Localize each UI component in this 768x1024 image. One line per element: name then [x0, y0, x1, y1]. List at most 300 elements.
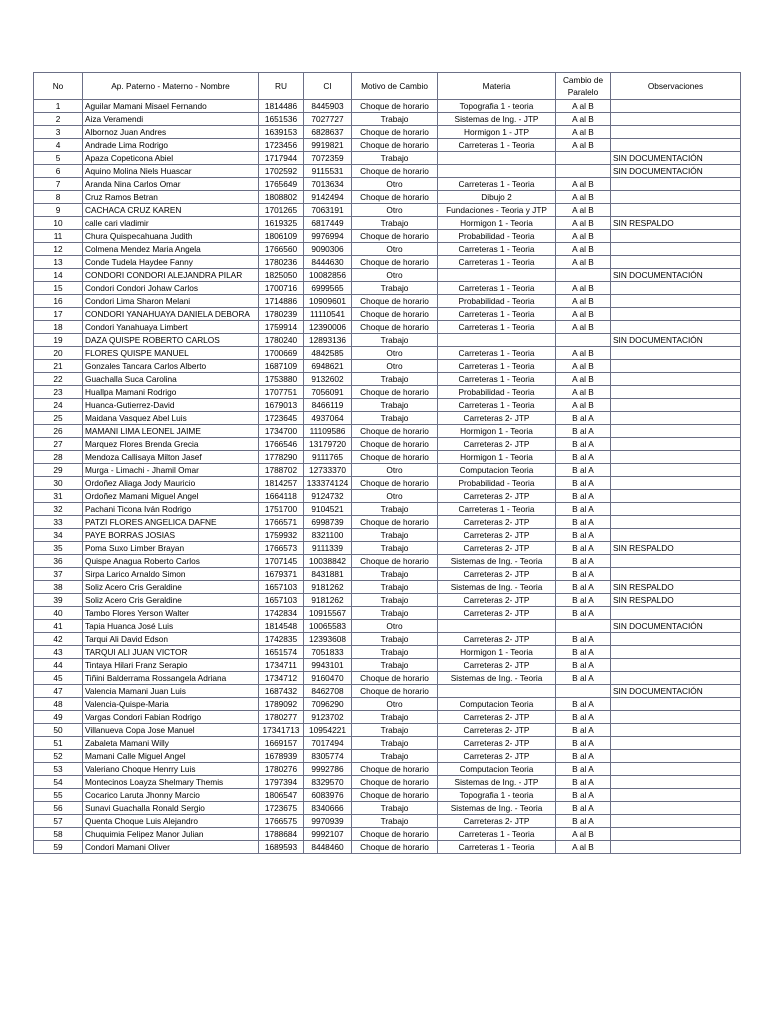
- change-reason-cell: Choque de horario: [352, 386, 438, 399]
- table-row: [34, 542, 741, 555]
- student-name-cell: Huallpa Mamani Rodrigo: [83, 386, 259, 399]
- table-row: [34, 230, 741, 243]
- subject-cell: Carreteras 1 - Teoria: [438, 360, 556, 373]
- student-name-cell: Chura Quispecahuana Judith: [83, 230, 259, 243]
- row-number-cell: 29: [34, 464, 83, 477]
- row-number-cell: 11: [34, 230, 83, 243]
- ci-number-cell: 9919821: [304, 139, 352, 152]
- table-row: [34, 360, 741, 373]
- subject-cell: Sistemas de Ing. - Teoria: [438, 802, 556, 815]
- observation-cell: [611, 204, 741, 217]
- observation-cell: [611, 295, 741, 308]
- ru-number-cell: 1753880: [259, 373, 304, 386]
- row-number-cell: 22: [34, 373, 83, 386]
- parallel-change-cell: B al A: [556, 425, 611, 438]
- ru-number-cell: 1806547: [259, 789, 304, 802]
- table-row: [34, 191, 741, 204]
- header-parallel-change: Cambio de Paralelo: [556, 73, 611, 100]
- table-row: [34, 594, 741, 607]
- observation-cell: [611, 763, 741, 776]
- ru-number-cell: 1751700: [259, 503, 304, 516]
- observation-cell: SIN RESPALDO: [611, 594, 741, 607]
- observation-cell: [611, 737, 741, 750]
- subject-cell: Carreteras 2- JTP: [438, 568, 556, 581]
- ci-number-cell: 12893136: [304, 334, 352, 347]
- row-number-cell: 55: [34, 789, 83, 802]
- change-reason-cell: Trabajo: [352, 217, 438, 230]
- change-reason-cell: Otro: [352, 698, 438, 711]
- parallel-change-cell: B al A: [556, 776, 611, 789]
- change-reason-cell: Otro: [352, 620, 438, 633]
- change-reason-cell: Choque de horario: [352, 763, 438, 776]
- ru-number-cell: 1657103: [259, 594, 304, 607]
- student-name-cell: Conde Tudela Haydee Fanny: [83, 256, 259, 269]
- table-row: [34, 477, 741, 490]
- parallel-change-cell: A al B: [556, 360, 611, 373]
- parallel-change-cell: A al B: [556, 139, 611, 152]
- subject-cell: Carreteras 1 - Teoria: [438, 828, 556, 841]
- ci-number-cell: 9132602: [304, 373, 352, 386]
- parallel-change-cell: B al A: [556, 568, 611, 581]
- change-reason-cell: Trabajo: [352, 594, 438, 607]
- parallel-change-cell: B al A: [556, 555, 611, 568]
- table-row: [34, 282, 741, 295]
- parallel-change-cell: B al A: [556, 542, 611, 555]
- observation-cell: [611, 815, 741, 828]
- table-row: [34, 711, 741, 724]
- subject-cell: Computacion Teoria: [438, 464, 556, 477]
- change-reason-cell: Trabajo: [352, 568, 438, 581]
- ru-number-cell: 1657103: [259, 581, 304, 594]
- change-reason-cell: Trabajo: [352, 711, 438, 724]
- table-row: [34, 347, 741, 360]
- ci-number-cell: 8444630: [304, 256, 352, 269]
- parallel-change-cell: B al A: [556, 711, 611, 724]
- parallel-change-cell: [556, 685, 611, 698]
- ru-number-cell: 1814257: [259, 477, 304, 490]
- ru-number-cell: 1814548: [259, 620, 304, 633]
- change-reason-cell: Trabajo: [352, 412, 438, 425]
- student-name-cell: Aiza Veramendi: [83, 113, 259, 126]
- ci-number-cell: 12733370: [304, 464, 352, 477]
- subject-cell: [438, 165, 556, 178]
- subject-cell: Topografia 1 - teoria: [438, 100, 556, 113]
- student-name-cell: Zabaleta Mamani Willy: [83, 737, 259, 750]
- student-name-cell: Aranda Nina Carlos Omar: [83, 178, 259, 191]
- row-number-cell: 42: [34, 633, 83, 646]
- ci-number-cell: 10038842: [304, 555, 352, 568]
- change-reason-cell: Trabajo: [352, 815, 438, 828]
- subject-cell: Carreteras 2- JTP: [438, 750, 556, 763]
- ci-number-cell: 9123702: [304, 711, 352, 724]
- student-name-cell: Montecinos Loayza Shelmary Themis: [83, 776, 259, 789]
- observation-cell: [611, 672, 741, 685]
- ci-number-cell: 8448460: [304, 841, 352, 854]
- observation-cell: [611, 607, 741, 620]
- ci-number-cell: 9970939: [304, 815, 352, 828]
- ci-number-cell: 7013634: [304, 178, 352, 191]
- observation-cell: [611, 776, 741, 789]
- parallel-change-cell: A al B: [556, 126, 611, 139]
- subject-cell: Carreteras 2- JTP: [438, 659, 556, 672]
- row-number-cell: 35: [34, 542, 83, 555]
- subject-cell: Carreteras 1 - Teoria: [438, 399, 556, 412]
- observation-cell: [611, 503, 741, 516]
- row-number-cell: 47: [34, 685, 83, 698]
- ru-number-cell: 1664118: [259, 490, 304, 503]
- observation-cell: SIN DOCUMENTACIÓN: [611, 334, 741, 347]
- header-row: [34, 73, 741, 100]
- observation-cell: [611, 698, 741, 711]
- student-name-cell: Valencia-Quispe-Maria: [83, 698, 259, 711]
- row-number-cell: 33: [34, 516, 83, 529]
- parallel-change-cell: A al B: [556, 282, 611, 295]
- ci-number-cell: 8445903: [304, 100, 352, 113]
- subject-cell: Fundaciones - Teoria y JTP: [438, 204, 556, 217]
- subject-cell: Topografia 1 - teoria: [438, 789, 556, 802]
- row-number-cell: 50: [34, 724, 83, 737]
- observation-cell: [611, 139, 741, 152]
- ru-number-cell: 17341713: [259, 724, 304, 737]
- table-row: [34, 165, 741, 178]
- ci-number-cell: 8462708: [304, 685, 352, 698]
- ci-number-cell: 9111339: [304, 542, 352, 555]
- table-row: [34, 295, 741, 308]
- parallel-change-cell: [556, 334, 611, 347]
- row-number-cell: 6: [34, 165, 83, 178]
- parallel-change-cell: B al A: [556, 451, 611, 464]
- subject-cell: Dibujo 2: [438, 191, 556, 204]
- observation-cell: [611, 711, 741, 724]
- observation-cell: [611, 386, 741, 399]
- table-row: [34, 581, 741, 594]
- parallel-change-cell: B al A: [556, 737, 611, 750]
- ru-number-cell: 1797394: [259, 776, 304, 789]
- table-row: [34, 802, 741, 815]
- row-number-cell: 30: [34, 477, 83, 490]
- table-row: [34, 646, 741, 659]
- parallel-change-cell: B al A: [556, 607, 611, 620]
- table-row: [34, 204, 741, 217]
- subject-cell: Carreteras 2- JTP: [438, 724, 556, 737]
- change-reason-cell: Otro: [352, 269, 438, 282]
- table-row: [34, 386, 741, 399]
- change-reason-cell: Choque de horario: [352, 516, 438, 529]
- subject-cell: Carreteras 1 - Teoria: [438, 243, 556, 256]
- subject-cell: Carreteras 1 - Teoria: [438, 282, 556, 295]
- row-number-cell: 27: [34, 438, 83, 451]
- change-reason-cell: Choque de horario: [352, 828, 438, 841]
- row-number-cell: 8: [34, 191, 83, 204]
- observation-cell: [611, 425, 741, 438]
- ci-number-cell: 7017494: [304, 737, 352, 750]
- parallel-change-cell: [556, 620, 611, 633]
- student-name-cell: Valencia Mamani Juan Luis: [83, 685, 259, 698]
- ru-number-cell: 1778290: [259, 451, 304, 464]
- ci-number-cell: 8321100: [304, 529, 352, 542]
- ru-number-cell: 1619325: [259, 217, 304, 230]
- change-reason-cell: Choque de horario: [352, 672, 438, 685]
- change-reason-cell: Choque de horario: [352, 477, 438, 490]
- row-number-cell: 25: [34, 412, 83, 425]
- parallel-change-cell: B al A: [556, 438, 611, 451]
- subject-cell: Carreteras 2- JTP: [438, 711, 556, 724]
- ci-number-cell: 9943101: [304, 659, 352, 672]
- table-row: [34, 698, 741, 711]
- table-row: [34, 763, 741, 776]
- subject-cell: Hormigon 1 - Teoria: [438, 217, 556, 230]
- parallel-change-cell: B al A: [556, 672, 611, 685]
- table-row: [34, 321, 741, 334]
- change-reason-cell: Otro: [352, 490, 438, 503]
- student-name-cell: Cocarico Laruta Jhonny Marcio: [83, 789, 259, 802]
- ci-number-cell: 9992786: [304, 763, 352, 776]
- ci-number-cell: 9181262: [304, 581, 352, 594]
- ru-number-cell: 1789092: [259, 698, 304, 711]
- row-number-cell: 16: [34, 295, 83, 308]
- subject-cell: Sistemas de Ing. - Teoria: [438, 581, 556, 594]
- parallel-change-cell: B al A: [556, 646, 611, 659]
- observation-cell: SIN RESPALDO: [611, 217, 741, 230]
- row-number-cell: 34: [34, 529, 83, 542]
- parallel-change-cell: B al A: [556, 763, 611, 776]
- subject-cell: Probabilidad - Teoria: [438, 477, 556, 490]
- parallel-change-cell: B al A: [556, 490, 611, 503]
- student-name-cell: Condori Yanahuaya Limbert: [83, 321, 259, 334]
- parallel-change-cell: B al A: [556, 659, 611, 672]
- ci-number-cell: 7051833: [304, 646, 352, 659]
- observation-cell: [611, 568, 741, 581]
- ci-number-cell: 9111765: [304, 451, 352, 464]
- row-number-cell: 24: [34, 399, 83, 412]
- observation-cell: [611, 451, 741, 464]
- ru-number-cell: 1780240: [259, 334, 304, 347]
- parallel-change-cell: B al A: [556, 412, 611, 425]
- subject-cell: Carreteras 2- JTP: [438, 438, 556, 451]
- student-name-cell: Quispe Anagua Roberto Carlos: [83, 555, 259, 568]
- parallel-change-cell: A al B: [556, 321, 611, 334]
- table-row: [34, 607, 741, 620]
- row-number-cell: 7: [34, 178, 83, 191]
- ru-number-cell: 1766571: [259, 516, 304, 529]
- observation-cell: [611, 750, 741, 763]
- parallel-change-cell: B al A: [556, 724, 611, 737]
- student-name-cell: Gonzales Tancara Carlos Alberto: [83, 360, 259, 373]
- parallel-change-cell: B al A: [556, 750, 611, 763]
- subject-cell: Probabilidad - Teoria: [438, 386, 556, 399]
- student-name-cell: Aguilar Mamani Misael Fernando: [83, 100, 259, 113]
- ru-number-cell: 1723675: [259, 802, 304, 815]
- parallel-change-cell: B al A: [556, 529, 611, 542]
- ru-number-cell: 1765649: [259, 178, 304, 191]
- ci-number-cell: 7063191: [304, 204, 352, 217]
- ru-number-cell: 1669157: [259, 737, 304, 750]
- subject-cell: Carreteras 2- JTP: [438, 490, 556, 503]
- ci-number-cell: 7027727: [304, 113, 352, 126]
- row-number-cell: 13: [34, 256, 83, 269]
- student-name-cell: Marquez Flores Brenda Grecia: [83, 438, 259, 451]
- ru-number-cell: 1734700: [259, 425, 304, 438]
- ci-number-cell: 8466119: [304, 399, 352, 412]
- subject-cell: Sistemas de Ing. - JTP: [438, 113, 556, 126]
- parallel-change-cell: A al B: [556, 386, 611, 399]
- observation-cell: SIN DOCUMENTACIÓN: [611, 269, 741, 282]
- change-reason-cell: Trabajo: [352, 113, 438, 126]
- student-name-cell: Mamani Calle Miguel Angel: [83, 750, 259, 763]
- row-number-cell: 48: [34, 698, 83, 711]
- change-reason-cell: Choque de horario: [352, 555, 438, 568]
- table-row: [34, 217, 741, 230]
- change-reason-cell: Otro: [352, 360, 438, 373]
- row-number-cell: 39: [34, 594, 83, 607]
- student-name-cell: Ordoñez Aliaga Jody Mauricio: [83, 477, 259, 490]
- ru-number-cell: 1806109: [259, 230, 304, 243]
- ru-number-cell: 1701265: [259, 204, 304, 217]
- parallel-change-cell: B al A: [556, 581, 611, 594]
- student-name-cell: Sunavi Guachalla Ronald Sergio: [83, 802, 259, 815]
- student-name-cell: Maidana Vasquez Abel Luis: [83, 412, 259, 425]
- change-reason-cell: Trabajo: [352, 334, 438, 347]
- row-number-cell: 14: [34, 269, 83, 282]
- subject-cell: Carreteras 2- JTP: [438, 529, 556, 542]
- ci-number-cell: 4937064: [304, 412, 352, 425]
- table-row: [34, 815, 741, 828]
- observation-cell: SIN DOCUMENTACIÓN: [611, 685, 741, 698]
- table-row: [34, 568, 741, 581]
- change-reason-cell: Otro: [352, 347, 438, 360]
- ci-number-cell: 6083976: [304, 789, 352, 802]
- ci-number-cell: 9142494: [304, 191, 352, 204]
- table-row: [34, 152, 741, 165]
- subject-cell: Carreteras 1 - Teoria: [438, 347, 556, 360]
- table-row: [34, 126, 741, 139]
- ru-number-cell: 1814486: [259, 100, 304, 113]
- subject-cell: [438, 334, 556, 347]
- parallel-change-cell: A al B: [556, 399, 611, 412]
- observation-cell: [611, 724, 741, 737]
- subject-cell: Carreteras 2- JTP: [438, 516, 556, 529]
- parallel-change-cell: [556, 269, 611, 282]
- row-number-cell: 12: [34, 243, 83, 256]
- change-reason-cell: Choque de horario: [352, 100, 438, 113]
- ru-number-cell: 1734712: [259, 672, 304, 685]
- ru-number-cell: 1707751: [259, 386, 304, 399]
- ru-number-cell: 1723456: [259, 139, 304, 152]
- student-name-cell: Aquino Molina Niels Huascar: [83, 165, 259, 178]
- header-observations: Observaciones: [611, 73, 741, 100]
- subject-cell: Carreteras 1 - Teoria: [438, 308, 556, 321]
- row-number-cell: 52: [34, 750, 83, 763]
- observation-cell: [611, 802, 741, 815]
- change-reason-cell: Choque de horario: [352, 841, 438, 854]
- change-reason-cell: Choque de horario: [352, 425, 438, 438]
- parallel-change-cell: A al B: [556, 295, 611, 308]
- student-name-cell: Sirpa Larico Arnaldo Simon: [83, 568, 259, 581]
- table-row: [34, 672, 741, 685]
- row-number-cell: 9: [34, 204, 83, 217]
- change-reason-cell: Trabajo: [352, 802, 438, 815]
- change-reason-cell: Trabajo: [352, 581, 438, 594]
- parallel-change-cell: B al A: [556, 815, 611, 828]
- table-row: [34, 308, 741, 321]
- row-number-cell: 37: [34, 568, 83, 581]
- table-row: [34, 789, 741, 802]
- observation-cell: [611, 438, 741, 451]
- table-row: [34, 399, 741, 412]
- change-reason-cell: Trabajo: [352, 607, 438, 620]
- student-name-cell: Albornoz Juan Andres: [83, 126, 259, 139]
- subject-cell: [438, 685, 556, 698]
- table-row: [34, 373, 741, 386]
- ci-number-cell: 10909601: [304, 295, 352, 308]
- ru-number-cell: 1742834: [259, 607, 304, 620]
- change-reason-cell: Choque de horario: [352, 308, 438, 321]
- row-number-cell: 53: [34, 763, 83, 776]
- ru-number-cell: 1825050: [259, 269, 304, 282]
- table-row: [34, 633, 741, 646]
- change-reason-cell: Choque de horario: [352, 230, 438, 243]
- parallel-change-cell: B al A: [556, 633, 611, 646]
- ci-number-cell: 9124732: [304, 490, 352, 503]
- student-name-cell: Ordoñez Mamani Miguel Angel: [83, 490, 259, 503]
- parallel-change-cell: A al B: [556, 256, 611, 269]
- parallel-change-cell: A al B: [556, 204, 611, 217]
- parallel-change-cell: B al A: [556, 503, 611, 516]
- observation-cell: [611, 490, 741, 503]
- parallel-change-cell: A al B: [556, 178, 611, 191]
- student-name-cell: CONDORI CONDORI ALEJANDRA PILAR: [83, 269, 259, 282]
- ci-number-cell: 8305774: [304, 750, 352, 763]
- change-reason-cell: Trabajo: [352, 750, 438, 763]
- change-reason-cell: Trabajo: [352, 659, 438, 672]
- student-name-cell: CONDORI YANAHUAYA DANIELA DEBORA: [83, 308, 259, 321]
- subject-cell: Carreteras 1 - Teoria: [438, 373, 556, 386]
- student-name-cell: Huanca-Gutierrez-David: [83, 399, 259, 412]
- subject-cell: Carreteras 1 - Teoria: [438, 503, 556, 516]
- student-name-cell: Tarqui Ali David Edson: [83, 633, 259, 646]
- change-reason-cell: Trabajo: [352, 529, 438, 542]
- change-reason-cell: Trabajo: [352, 503, 438, 516]
- ci-number-cell: 8329570: [304, 776, 352, 789]
- parallel-change-cell: B al A: [556, 698, 611, 711]
- parallel-change-cell: B al A: [556, 594, 611, 607]
- table-row: [34, 529, 741, 542]
- observation-cell: [611, 646, 741, 659]
- ru-number-cell: 1742835: [259, 633, 304, 646]
- table-row: [34, 620, 741, 633]
- change-reason-cell: Choque de horario: [352, 438, 438, 451]
- table-row: [34, 425, 741, 438]
- ru-number-cell: 1717944: [259, 152, 304, 165]
- ru-number-cell: 1700716: [259, 282, 304, 295]
- ru-number-cell: 1707145: [259, 555, 304, 568]
- table-row: [34, 438, 741, 451]
- parallel-change-cell: A al B: [556, 243, 611, 256]
- ci-number-cell: 9115531: [304, 165, 352, 178]
- ci-number-cell: 9090306: [304, 243, 352, 256]
- row-number-cell: 21: [34, 360, 83, 373]
- change-reason-cell: Choque de horario: [352, 165, 438, 178]
- ru-number-cell: 1679371: [259, 568, 304, 581]
- observation-cell: SIN DOCUMENTACIÓN: [611, 165, 741, 178]
- ci-number-cell: 9992107: [304, 828, 352, 841]
- ru-number-cell: 1679013: [259, 399, 304, 412]
- table-row: [34, 685, 741, 698]
- subject-cell: Sistemas de Ing. - JTP: [438, 776, 556, 789]
- table-row: [34, 750, 741, 763]
- observation-cell: [611, 321, 741, 334]
- parallel-change-cell: A al B: [556, 191, 611, 204]
